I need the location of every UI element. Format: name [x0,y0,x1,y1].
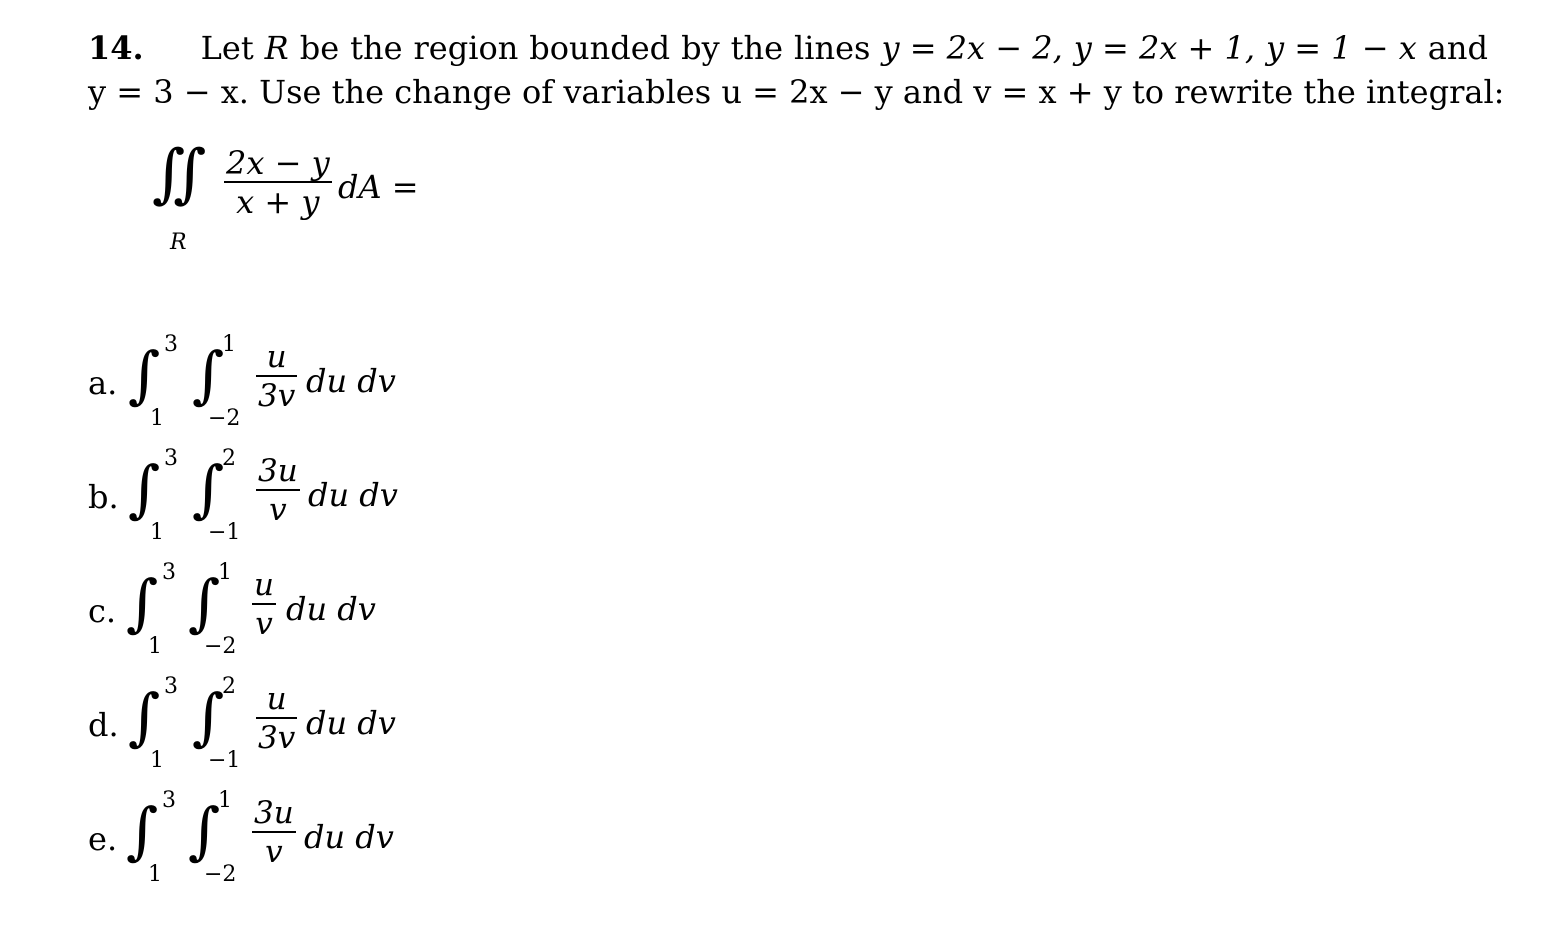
integral-sign-icon: ∫ [192,680,225,753]
outer-lower-limit: 1 [148,862,162,887]
inner-upper-limit: 1 [218,788,232,813]
outer-upper-limit: 3 [162,560,176,585]
denominator: 3v [258,378,296,414]
word: and [1427,29,1488,67]
double-integral-sign: ∬ [152,137,207,211]
word: bounded [529,29,671,67]
integral-sign-icon: ∫ [188,566,221,639]
word: R [264,29,289,67]
numerator: 3u [254,795,294,831]
outer-upper-limit: 3 [164,446,178,471]
differential: du dv [306,704,396,742]
word: Let [200,29,254,67]
option-a[interactable] [0,330,600,440]
option-label: a. [88,364,118,402]
word: be [299,29,340,67]
denominator: 3v [258,720,296,756]
numerator: u [254,567,274,603]
integral-sign-icon: ∫ [128,452,161,525]
fraction-bar [256,489,300,491]
inner-lower-limit: −2 [204,634,237,659]
inner-upper-limit: 2 [222,446,236,471]
outer-upper-limit: 3 [164,674,178,699]
word: region [413,29,519,67]
word: the [350,29,403,67]
option-label: b. [88,478,119,516]
differential: du dv [308,476,398,514]
outer-lower-limit: 1 [150,520,164,545]
integral-sign-icon: ∫ [192,338,225,411]
problem-number: 14. [88,29,144,67]
option-b[interactable] [0,444,600,554]
problem-line-2: y = 3 − x. Use the change of variables u = 2x − y and v = x + y to rewrite the integral: [88,73,1505,111]
denominator: v [269,492,287,528]
fraction-bar [256,717,297,719]
fraction-bar [252,831,296,833]
inner-upper-limit: 1 [222,332,236,357]
outer-lower-limit: 1 [148,634,162,659]
integrand-fraction [256,340,297,413]
differential: du dv [286,590,376,628]
option-c[interactable] [0,558,600,668]
inner-lower-limit: −2 [208,406,241,431]
denominator: v [265,834,283,870]
integrand-fraction [252,796,296,869]
outer-upper-limit: 3 [164,332,178,357]
inner-upper-limit: 1 [218,560,232,585]
option-label: c. [88,592,117,630]
integral-sign-icon: ∫ [188,794,221,867]
option-label: d. [88,706,119,744]
equation: y = 2x + 1, [1073,29,1256,67]
inner-upper-limit: 2 [222,674,236,699]
problem-statement [88,26,1505,114]
option-d[interactable] [0,672,600,782]
differential: du dv [306,362,396,400]
outer-lower-limit: 1 [150,406,164,431]
integrand-denominator: x + y [236,183,320,221]
integral-sign-icon: ∫ [126,794,159,867]
main-integral [152,137,207,211]
integrand-fraction [256,682,297,755]
word: the [730,29,784,67]
integral-sign-icon: ∫ [192,452,225,525]
fraction-bar [256,375,297,377]
integral-sign-icon: ∫ [128,680,161,753]
word: by [681,29,720,67]
integral-suffix: dA = [338,168,419,206]
problem-line-1 [88,26,1488,70]
integral-sign-icon: ∫ [128,338,161,411]
equation: y = 1 − x [1266,29,1417,67]
equation: y = 2x − 2, [881,29,1063,67]
outer-lower-limit: 1 [150,748,164,773]
integrand-numerator: 2x − y [226,144,330,182]
numerator: u [266,681,287,717]
option-label: e. [88,820,118,858]
inner-lower-limit: −1 [208,520,241,545]
inner-lower-limit: −2 [204,862,237,887]
integral-region-label: R [170,230,187,255]
option-e[interactable] [0,786,600,896]
numerator: 3u [258,453,298,489]
fraction-bar [252,603,276,605]
word: lines [794,29,871,67]
denominator: v [255,606,273,642]
numerator: u [266,339,287,375]
integrand-fraction [224,146,332,219]
integrand-fraction [256,454,300,527]
differential: du dv [304,818,394,856]
inner-lower-limit: −1 [208,748,241,773]
integral-sign-icon: ∫ [126,566,159,639]
outer-upper-limit: 3 [162,788,176,813]
integrand-fraction [252,568,276,641]
